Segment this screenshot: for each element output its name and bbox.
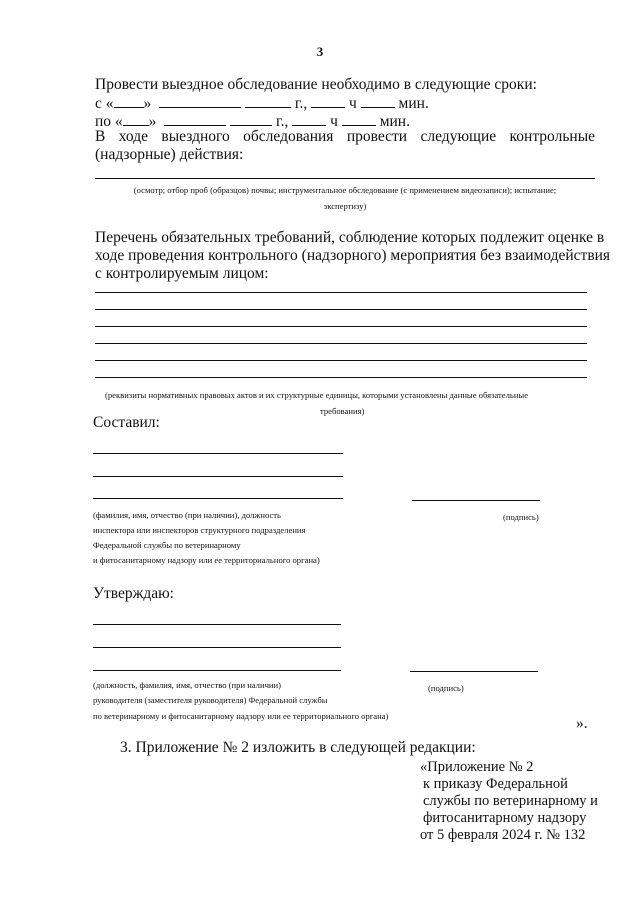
requirements-line-3: с контролируемым лицом: — [95, 265, 269, 282]
approved-signature-caption: (подпись) — [428, 683, 464, 693]
appendix-line-5: от 5 февраля 2024 г. № 132 — [420, 827, 586, 843]
compiled-line-2 — [93, 476, 343, 477]
requirements-fill-line-2 — [95, 309, 587, 310]
requirements-line-2: ходе проведения контрольного (надзорного) мероприятия без взаимодействия — [95, 247, 611, 264]
actions-line-2: (надзорные) действия: — [95, 146, 244, 163]
actions-caption-1: (осмотр; отбор проб (образцов) почвы; инструментальное обследование (с применением видеозаписи); испытание; — [133, 185, 557, 195]
compiled-label: Составил: — [93, 414, 160, 431]
requirements-fill-line-4 — [95, 343, 587, 344]
actions-fill-line — [95, 178, 595, 179]
appendix-line-1: «Приложение № 2 — [420, 759, 534, 775]
deadline-from-row — [95, 94, 429, 113]
appendix-line-4: фитосанитарному надзору — [423, 810, 587, 826]
requirements-fill-line-3 — [95, 326, 587, 327]
deadline-heading: Провести выездное обследование необходимо в следующие сроки: — [95, 76, 537, 93]
requirements-fill-line-1 — [95, 292, 587, 293]
approved-signature-line — [410, 671, 538, 672]
compiled-signature-caption: (подпись) — [503, 512, 539, 522]
approved-line-3 — [93, 670, 341, 671]
to-quote-close: » — [148, 113, 157, 130]
from-quote-close: » — [143, 95, 152, 112]
from-day-blank — [114, 94, 144, 108]
from-minute-blank — [361, 94, 395, 108]
requirements-fill-line-5 — [95, 360, 587, 361]
to-day-blank — [123, 112, 149, 126]
to-hour-blank — [292, 112, 326, 126]
compiled-line-1 — [93, 453, 343, 454]
compiled-caption-3: Федеральной службы по ветеринарному — [93, 540, 241, 550]
compiled-caption-4: и фитосанитарному надзору или ее территориального органа) — [93, 555, 320, 565]
appendix-line-2: к приказу Федеральной — [423, 776, 568, 792]
to-minute-blank — [342, 112, 376, 126]
requirements-fill-line-6 — [95, 377, 587, 378]
item-3-text: 3. Приложение № 2 изложить в следующей редакции: — [120, 739, 476, 756]
to-prefix: по « — [95, 113, 123, 130]
to-month-blank — [164, 112, 226, 126]
approved-caption-2: руководителя (заместителя руководителя) Федеральной службы — [93, 695, 328, 705]
approved-line-2 — [93, 647, 341, 648]
compiled-signature-line — [412, 500, 540, 501]
approved-line-1 — [93, 624, 341, 625]
approved-label: Утверждаю: — [93, 585, 174, 602]
requirements-caption-1: (реквизиты нормативных правовых актов и их структурные единицы, которыми установлены данные обязательные — [105, 390, 529, 400]
actions-line-1: В ходе выездного обследования провести следующие контрольные — [95, 128, 595, 145]
actions-caption-2: экспертизу) — [323, 201, 367, 211]
approved-caption-3: по ветеринарному и фитосанитарному надзору или ее территориального органа) — [93, 711, 389, 721]
page-number: 3 — [316, 44, 324, 59]
appendix-line-3: службы по ветеринарному и — [423, 793, 598, 809]
to-hour-label: ч — [330, 113, 338, 130]
approved-caption-1: (должность, фамилия, имя, отчество (при наличии) — [93, 680, 281, 690]
compiled-caption-1: (фамилия, имя, отчество (при наличии), должность — [93, 510, 281, 520]
from-minute-label: мин. — [398, 95, 429, 112]
to-minute-label: мин. — [379, 113, 410, 130]
from-hour-blank — [311, 94, 345, 108]
compiled-caption-2: инспектора или инспекторов структурного подразделения — [93, 525, 306, 535]
from-prefix: с « — [95, 95, 114, 112]
requirements-line-1: Перечень обязательных требований, соблюдение которых подлежит оценке в — [95, 229, 605, 246]
from-year-blank — [245, 94, 291, 108]
from-month-blank — [159, 94, 241, 108]
from-year-suffix: г., — [294, 95, 308, 112]
compiled-line-3 — [93, 498, 343, 499]
from-hour-label: ч — [349, 95, 357, 112]
to-year-suffix: г., — [276, 113, 289, 130]
to-year-blank — [230, 112, 272, 126]
requirements-caption-2: требования) — [320, 406, 365, 416]
closing-quote-mark: ». — [576, 715, 588, 732]
